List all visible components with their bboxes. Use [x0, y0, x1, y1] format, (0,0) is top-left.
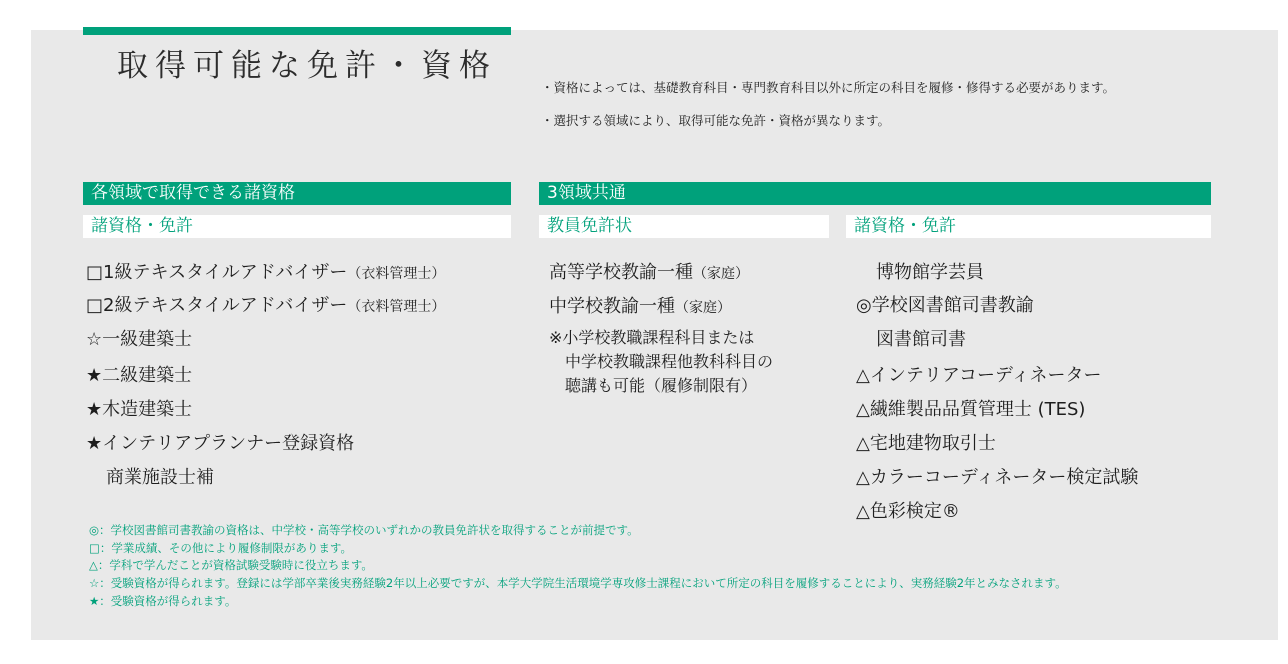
teacher-note-line: 中学校教職課程他教科科目の — [565, 352, 774, 371]
section-header-common: 3領域共通 — [539, 182, 1211, 205]
common-qualification-item: △色彩検定® — [856, 501, 960, 522]
common-qualification-item: ◎学校図書館司書教諭 — [856, 295, 1034, 316]
qualification-item: ★木造建築士 — [86, 399, 193, 420]
footnote: ★：受験資格が得られます。 — [89, 594, 237, 608]
common-qualification-item: 博物館学芸員 — [876, 262, 984, 283]
qualification-item: ☆一級建築士 — [86, 329, 193, 350]
qualification-item: ★インテリアプランナー登録資格 — [86, 433, 355, 454]
subheader-qualifications-common: 諸資格・免許 — [846, 215, 1211, 238]
footnote: △：学科で学んだことが資格試験受験時に役立ちます。 — [89, 558, 373, 572]
teacher-license-item: 高等学校教諭一種（家庭） — [549, 262, 749, 283]
common-qualification-item: 図書館司書 — [876, 329, 966, 350]
teacher-note-line: 聴講も可能（履修制限有） — [565, 376, 758, 395]
footnote: ◎：学校図書館司書教諭の資格は、中学校・高等学校のいずれかの教員免許状を取得することが前提です。 — [89, 523, 639, 537]
qualification-item: ★二級建築士 — [86, 365, 193, 386]
subheader-qualifications-left: 諸資格・免許 — [83, 215, 511, 238]
subheader-teacher-license: 教員免許状 — [539, 215, 829, 238]
common-qualification-item: △カラーコーディネーター検定試験 — [856, 467, 1139, 488]
intro-note: ・選択する領域により、取得可能な免許・資格が異なります。 — [541, 113, 891, 128]
title-accent-bar — [83, 27, 511, 35]
common-qualification-item: △繊維製品品質管理士 (TES) — [856, 399, 1086, 420]
teacher-note-line: ※小学校教職課程科目または — [549, 328, 755, 347]
footnote: ☆：受験資格が得られます。登録には学部卒業後実務経験2年以上必要ですが、本学大学院生活環境学専攻修士課程において所定の科目を履修することにより、実務経験2年とみなされます。 — [89, 576, 1067, 590]
qualification-item: 商業施設士補 — [106, 467, 214, 488]
teacher-license-item: 中学校教諭一種（家庭） — [549, 296, 731, 317]
intro-note: ・資格によっては、基礎教育科目・専門教育科目以外に所定の科目を履修・修得する必要があります。 — [541, 80, 1116, 95]
footnote: □：学業成績、その他により履修制限があります。 — [89, 541, 352, 555]
section-header-each-field: 各領域で取得できる諸資格 — [83, 182, 511, 205]
page-title: 取得可能な免許・資格 — [117, 48, 497, 84]
common-qualification-item: △宅地建物取引士 — [856, 433, 996, 454]
qualification-item: □1級テキスタイルアドバイザー（衣料管理士） — [86, 262, 446, 283]
qualification-item: □2級テキスタイルアドバイザー（衣料管理士） — [86, 295, 446, 316]
common-qualification-item: △インテリアコーディネーター — [856, 365, 1102, 386]
